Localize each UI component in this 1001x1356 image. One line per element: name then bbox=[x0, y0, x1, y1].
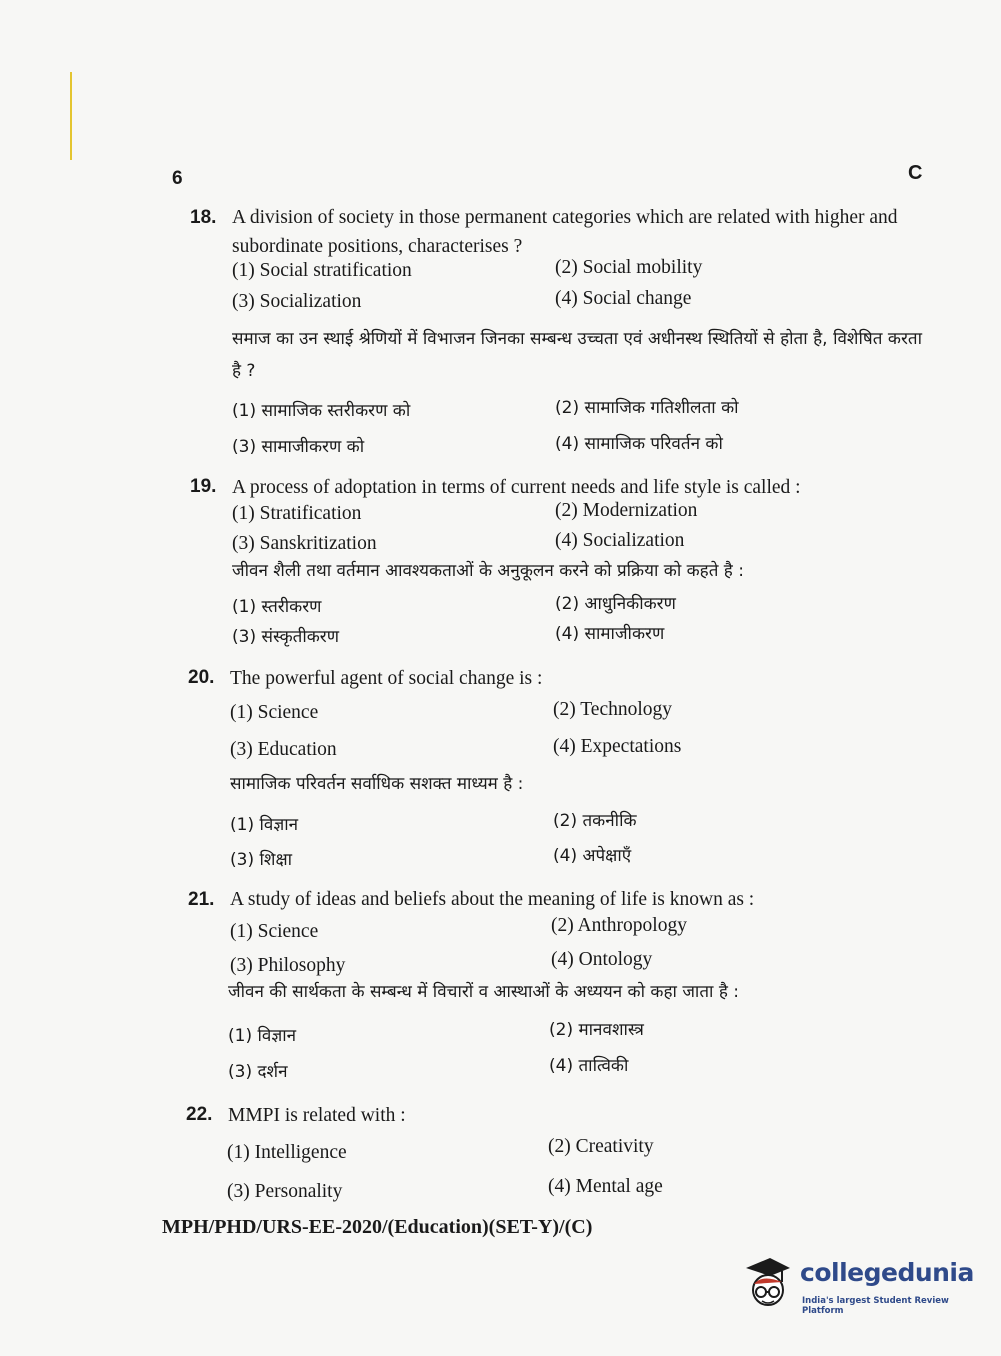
option-4: (4) Social change bbox=[555, 288, 692, 309]
option-1: (1) Social stratification bbox=[232, 260, 412, 281]
option-2: (2) Creativity bbox=[548, 1136, 654, 1157]
option-1: (1) Stratification bbox=[232, 503, 362, 524]
option-2: (2) Modernization bbox=[555, 500, 698, 521]
question-text: A study of ideas and beliefs about the meaning of life is known as : bbox=[230, 889, 755, 910]
option-1: (1) Intelligence bbox=[227, 1142, 347, 1163]
question-text: The powerful agent of social change is : bbox=[230, 668, 543, 689]
question-text-hindi: समाज का उन स्थाई श्रेणियों में विभाजन जिनका सम्बन्ध उच्चता एवं अधीनस्थ स्थितियों से होता है, विशेषित करता है ? bbox=[232, 329, 922, 381]
option-1: (1) Science bbox=[230, 702, 319, 723]
option-2-hindi: (2) तकनीकि bbox=[553, 811, 637, 831]
option-1-hindi: (1) सामाजिक स्तरीकरण को bbox=[232, 401, 411, 421]
question-text: A process of adoptation in terms of current needs and life style is called : bbox=[232, 477, 801, 498]
option-4: (4) Ontology bbox=[551, 949, 653, 970]
question-text-hindi: जीवन शैली तथा वर्तमान आवश्यकताओं के अनुकूलन करने को प्रक्रिया को कहते है : bbox=[232, 561, 744, 581]
brand-logo bbox=[742, 1250, 972, 1320]
option-2: (2) Anthropology bbox=[551, 915, 687, 936]
question-number: 22. bbox=[186, 1104, 213, 1125]
option-1-hindi: (1) विज्ञान bbox=[230, 815, 299, 835]
margin-mark bbox=[70, 72, 72, 160]
option-3-hindi: (3) शिक्षा bbox=[230, 850, 293, 870]
mascot-icon bbox=[742, 1254, 792, 1310]
option-4: (4) Socialization bbox=[555, 530, 685, 551]
question-text-hindi: सामाजिक परिवर्तन सर्वाधिक सशक्त माध्यम है : bbox=[230, 774, 524, 794]
option-2-hindi: (2) सामाजिक गतिशीलता को bbox=[555, 398, 739, 418]
option-2: (2) Social mobility bbox=[555, 257, 703, 278]
set-letter: C bbox=[908, 162, 923, 184]
page-number: 6 bbox=[172, 168, 183, 189]
question-number: 20. bbox=[188, 667, 215, 688]
brand-name: collegedunia bbox=[800, 1258, 974, 1287]
option-3: (3) Philosophy bbox=[230, 955, 346, 976]
option-1: (1) Science bbox=[230, 921, 319, 942]
option-4: (4) Expectations bbox=[553, 736, 682, 757]
question-number: 19. bbox=[190, 476, 217, 497]
question-text: A division of society in those permanent categories which are related with higher and subordinate positions, characterises ? bbox=[232, 207, 898, 257]
option-3-hindi: (3) सामाजीकरण को bbox=[232, 437, 365, 457]
option-2-hindi: (2) आधुनिकीकरण bbox=[555, 594, 676, 614]
option-3-hindi: (3) संस्कृतीकरण bbox=[232, 627, 340, 647]
option-4-hindi: (4) सामाजीकरण bbox=[555, 624, 665, 644]
question-number: 21. bbox=[188, 889, 215, 910]
question-number: 18. bbox=[190, 207, 217, 228]
option-4-hindi: (4) अपेक्षाएँ bbox=[553, 846, 632, 866]
option-3: (3) Sanskritization bbox=[232, 533, 377, 554]
brand-tagline: India's largest Student Review Platform bbox=[802, 1296, 949, 1316]
question-text: MMPI is related with : bbox=[228, 1105, 406, 1126]
option-1-hindi: (1) स्तरीकरण bbox=[232, 597, 322, 617]
option-2-hindi: (2) मानवशास्त्र bbox=[549, 1020, 644, 1040]
option-2: (2) Technology bbox=[553, 699, 673, 720]
option-3: (3) Socialization bbox=[232, 291, 362, 312]
question-text-hindi: जीवन की सार्थकता के सम्बन्ध में विचारों व आस्थाओं के अध्ययन को कहा जाता है : bbox=[228, 982, 739, 1002]
option-3-hindi: (3) दर्शन bbox=[228, 1062, 288, 1082]
option-3: (3) Education bbox=[230, 739, 337, 760]
option-3: (3) Personality bbox=[227, 1181, 343, 1202]
option-4-hindi: (4) सामाजिक परिवर्तन को bbox=[555, 434, 723, 454]
option-1-hindi: (1) विज्ञान bbox=[228, 1026, 297, 1046]
option-4: (4) Mental age bbox=[548, 1176, 663, 1197]
paper-code: MPH/PHD/URS-EE-2020/(Education)(SET-Y)/(C) bbox=[162, 1216, 593, 1238]
option-4-hindi: (4) तात्विकी bbox=[549, 1056, 629, 1076]
